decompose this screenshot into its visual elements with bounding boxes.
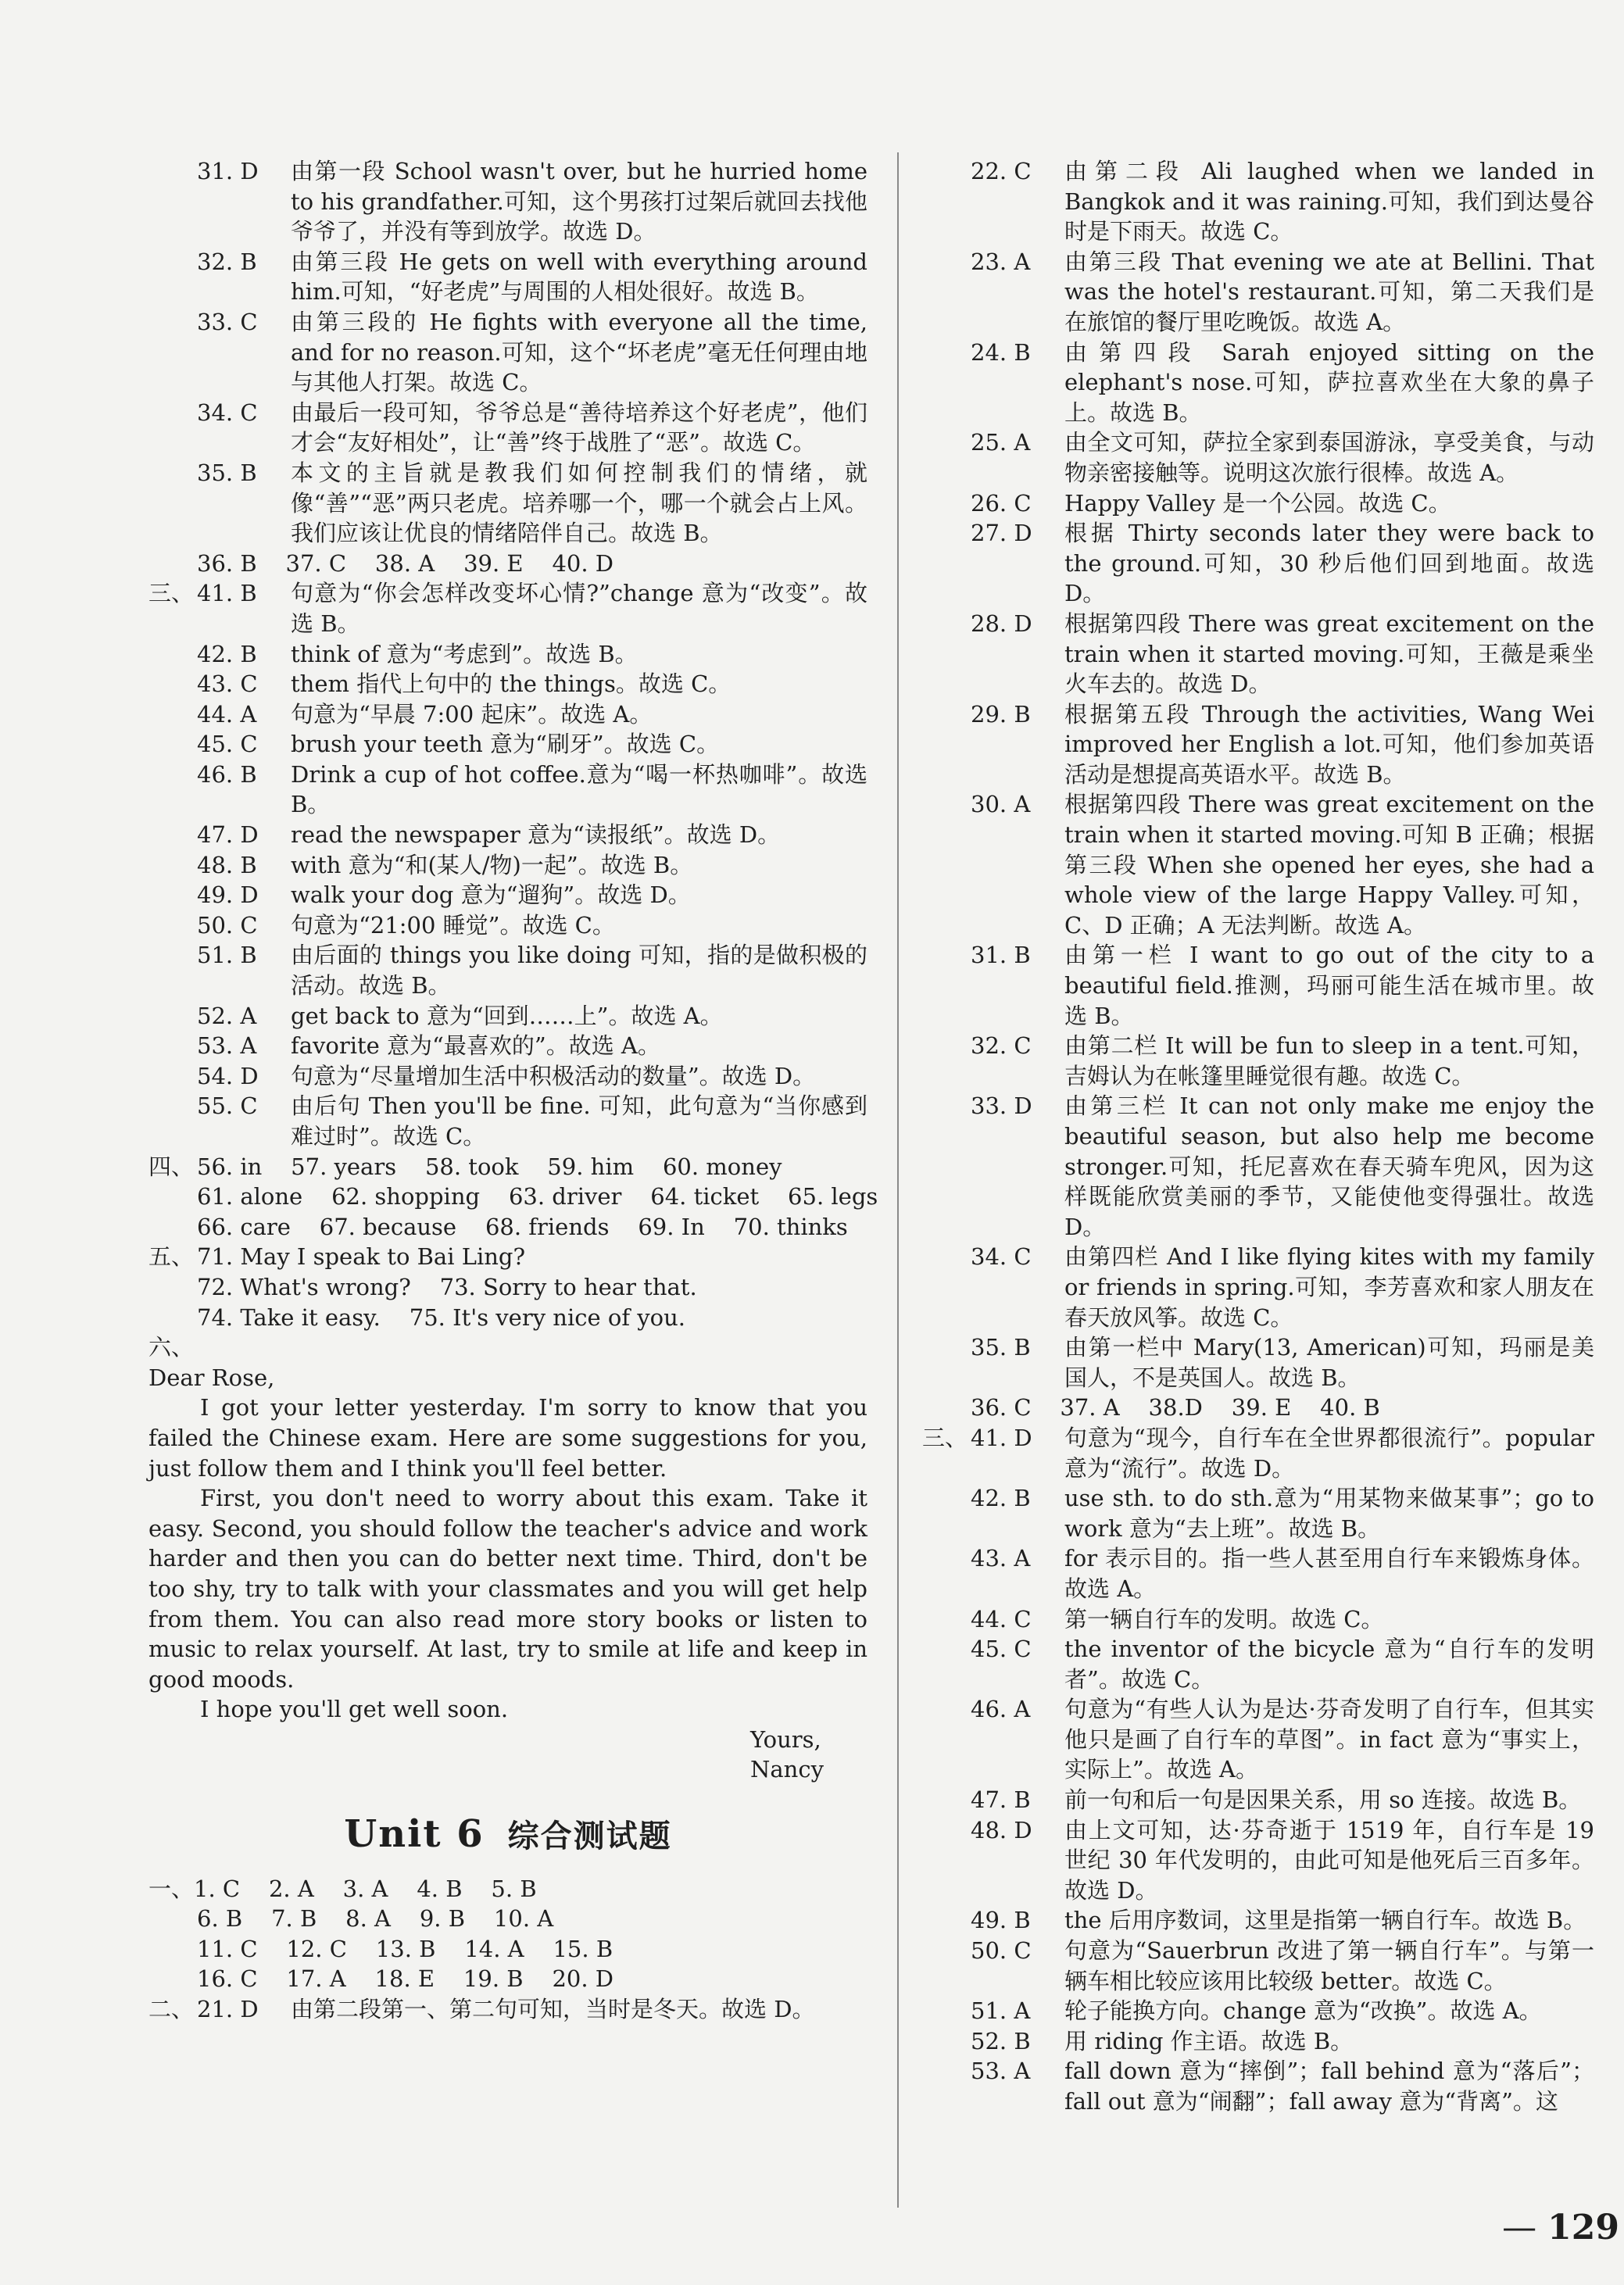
answer-explanation: 由第三栏 It can not only make me enjoy the beautiful season, but also help me become stronger.可知，托尼喜欢在春天骑车兜风，因为这样既能欣赏美丽的季节，又能使他变得强壮。故选 D。 <box>1064 1092 1594 1240</box>
section-label <box>922 1694 971 1785</box>
section-label <box>922 427 971 488</box>
answer-explanation: 由第一段 School wasn't over, but he hurried home to his grandfather.可知，这个男孩打过架后就回去找他爷爷了，并没有等到放学。故选 D。 <box>291 158 867 245</box>
answer-explanation: 由第二段第一、第二句可知，当时是冬天。故选 D。 <box>291 1996 815 2023</box>
answer-explanation: 句意为“21:00 睡觉”。故选 C。 <box>291 911 615 939</box>
answer-item <box>922 427 1594 488</box>
answer-explanation: them 指代上句中的 the things。故选 C。 <box>291 670 732 698</box>
answer-number: 43. C <box>197 670 258 698</box>
answer-explanation: 由第三段的 He fights with everyone all the time, and for no reason.可知，这个“坏老虎”毫无任何理由地与其他人打架。故选 C。 <box>291 308 867 396</box>
section-label <box>922 1785 971 1815</box>
section-label <box>922 518 971 609</box>
answer-item <box>922 1543 1594 1604</box>
answer-number: 34. C <box>197 399 258 426</box>
answer-item <box>922 2026 1594 2057</box>
answer-number: 47. B <box>971 1786 1031 1814</box>
answer-item <box>922 1031 1594 1091</box>
answer-item <box>922 2056 1594 2116</box>
section-label <box>148 850 197 881</box>
answer-explanation: walk your dog 意为“遛狗”。故选 D。 <box>291 881 691 909</box>
section-label <box>148 1001 197 1032</box>
answer-item <box>148 699 867 730</box>
unit-answers-row: 16. C 17. A 18. E 19. B 20. D <box>197 1965 614 1993</box>
answer-number: 48. D <box>971 1816 1032 1843</box>
answer-item <box>922 1936 1594 1996</box>
section-5-answer: 71. May I speak to Bai Ling? <box>197 1243 526 1271</box>
section-label <box>922 1332 971 1393</box>
section-label <box>922 1996 971 2026</box>
answer-number: 41. B <box>197 580 257 607</box>
answer-explanation: 根据第四段 There was great excitement on the train when it started moving.可知，王薇是乘坐火车去的。故选 D。 <box>1064 610 1594 698</box>
answer-number: 22. C <box>971 158 1032 184</box>
answer-item <box>148 940 867 1000</box>
section-label <box>148 910 197 941</box>
answer-item <box>148 156 867 247</box>
answer-explanation: 根据 Thirty seconds later they were back to the ground.可知，30 秒后他们回到地面。故选 D。 <box>1064 520 1594 607</box>
answer-item <box>922 488 1594 519</box>
answer-number: 43. A <box>971 1545 1031 1572</box>
answer-item <box>148 880 867 910</box>
section-label <box>922 247 971 338</box>
answer-number: 33. D <box>971 1092 1032 1120</box>
letter-paragraph: I got your letter yesterday. I'm sorry to know that you failed the Chinese exam. Here are some suggestions for you, just follow them and I think you'll feel better. <box>148 1394 867 1482</box>
answer-number: 48. B <box>197 851 257 878</box>
section-4-answers-row: 66. care 67. because 68. friends 69. In 70. thinks <box>197 1213 848 1240</box>
answer-explanation: 由第三段 He gets on well with everything around him.可知，“好老虎”与周围的人相处很好。故选 B。 <box>291 248 867 306</box>
section-label <box>148 820 197 850</box>
answer-explanation: 由第三段 That evening we ate at Bellini. That was the hotel's restaurant.可知，第二天我们是在旅馆的餐厅里吃晚饭。故选 A。 <box>1064 248 1594 335</box>
answer-item <box>922 518 1594 609</box>
answer-item <box>922 1785 1594 1815</box>
answer-explanation: 句意为“Sauerbrun 改进了第一辆自行车”。与第一辆车相比较应该用比较级 better。故选 C。 <box>1064 1937 1594 1994</box>
answer-item <box>922 1634 1594 1694</box>
section-label <box>148 940 197 1000</box>
answer-item <box>922 338 1594 428</box>
answer-explanation: 由第一栏 I want to go out of the city to a beautiful field.推测，玛丽可能生活在城市里。故选 B。 <box>1064 942 1594 1029</box>
section-label <box>922 789 971 940</box>
answer-explanation: 句意为“早晨 7:00 起床”。故选 A。 <box>291 700 653 728</box>
answer-item <box>148 1091 867 1151</box>
answer-number: 52. B <box>971 2027 1031 2054</box>
answer-item <box>922 247 1594 338</box>
answer-item <box>922 1242 1594 1332</box>
answer-item <box>148 1061 867 1092</box>
answer-item <box>922 609 1594 699</box>
answer-item <box>922 699 1594 790</box>
section-4-answers-row: 56. in 57. years 58. took 59. him 60. money <box>197 1153 782 1180</box>
answer-number: 55. C <box>197 1092 258 1120</box>
unit-subtitle: 综合测试题 <box>507 1818 672 1855</box>
answer-item <box>148 458 867 549</box>
answer-explanation: the 后用序数词，这里是指第一辆自行车。故选 B。 <box>1064 1907 1586 1934</box>
answer-explanation: 由第四栏 And I like flying kites with my family or friends in spring.可知，李芳喜欢和家人朋友在春天放风筝。故选 C。 <box>1064 1243 1594 1331</box>
answer-item <box>148 1001 867 1032</box>
answer-explanation: for 表示目的。指一些人甚至用自行车来锻炼身体。故选 A。 <box>1064 1545 1594 1602</box>
answer-number: 47. D <box>197 821 259 849</box>
column-divider <box>897 152 899 2208</box>
section-label <box>922 156 971 247</box>
answer-explanation: 由后面的 things you like doing 可知，指的是做积极的活动。故选 B。 <box>291 942 867 999</box>
answer-number: 25. A <box>971 429 1031 456</box>
answer-item <box>922 1815 1594 1906</box>
answer-number: 49. B <box>971 1907 1031 1934</box>
left-column <box>148 156 878 2025</box>
section-label <box>148 156 197 247</box>
answer-item <box>148 760 867 820</box>
answer-explanation: 句意为“你会怎样改变坏心情?”change 意为“改变”。故选 B。 <box>291 580 867 637</box>
answer-number: 41. D <box>971 1424 1032 1451</box>
answer-item <box>922 1604 1594 1635</box>
answer-number: 31. B <box>971 942 1031 969</box>
section-label <box>922 609 971 699</box>
section-label <box>922 699 971 790</box>
answer-number: 32. C <box>971 1032 1032 1060</box>
section-label <box>922 2026 971 2057</box>
answer-explanation: 句意为“现今，自行车在全世界都很流行”。popular 意为“流行”。故选 D。 <box>1064 1424 1594 1482</box>
section-label <box>148 880 197 910</box>
unit-title: Unit 6 <box>344 1812 485 1857</box>
answer-number: 51. A <box>971 1997 1031 2025</box>
answer-number: 35. B <box>971 1334 1031 1361</box>
answer-number: 26. C <box>971 489 1032 517</box>
answer-number: 42. B <box>971 1485 1031 1512</box>
answer-explanation: use sth. to do sth.意为“用某物来做某事”；go to work 意为“去上班”。故选 B。 <box>1064 1485 1594 1542</box>
answer-explanation: 由全文可知，萨拉全家到泰国游泳，享受美食，与动物亲密接触等。说明这次旅行很棒。故选 A。 <box>1064 429 1594 486</box>
section-label <box>922 1483 971 1543</box>
answer-number: 44. A <box>197 700 257 728</box>
section-label <box>922 1543 971 1604</box>
section-label <box>922 1905 971 1936</box>
answer-explanation: 本文的主旨就是教我们如何控制我们的情绪，就像“善”“恶”两只老虎。培养哪一个，哪一个就会占上风。我们应该让优良的情绪陪伴自己。故选 B。 <box>291 459 867 547</box>
answer-item <box>922 156 1594 247</box>
answer-item <box>148 1031 867 1061</box>
section-label <box>922 940 971 1031</box>
answer-number: 53. A <box>197 1032 257 1060</box>
answer-list-part-3 <box>922 1423 1594 2117</box>
unit-answers-row: 一、1. C 2. A 3. A 4. B 5. B <box>148 1875 537 1902</box>
answer-explanation: 句意为“尽量增加生活中积极活动的数量”。故选 D。 <box>291 1062 816 1089</box>
section-2-label: 二、 <box>148 1996 195 2023</box>
section-label <box>922 1242 971 1332</box>
answer-number: 44. C <box>971 1605 1032 1632</box>
unit-answers-row: 6. B 7. B 8. A 9. B 10. A <box>197 1905 554 1933</box>
answer-item <box>922 940 1594 1031</box>
section-label: 三、 <box>922 1424 968 1451</box>
answer-explanation: 根据第五段 Through the activities, Wang Wei improved her English a lot.可知，他们参加英语活动是想提高英语水平。故选 B。 <box>1064 700 1594 788</box>
answer-item <box>922 1423 1594 1483</box>
answer-explanation: 由后句 Then you'll be fine. 可知，此句意为“当你感到难过时”。故选 C。 <box>291 1092 867 1150</box>
answer-explanation: 前一句和后一句是因果关系，用 so 连接。故选 B。 <box>1064 1786 1582 1814</box>
answer-item <box>148 669 867 699</box>
section-label <box>922 1091 971 1242</box>
section-label <box>148 639 197 670</box>
answer-explanation: get back to 意为“回到……上”。故选 A。 <box>291 1002 723 1029</box>
section-5-answer: 74. Take it easy. 75. It's very nice of you. <box>197 1303 686 1331</box>
answer-list-part-1 <box>148 156 867 549</box>
answer-item <box>148 729 867 760</box>
answer-number: 51. B <box>197 942 257 969</box>
answer-item <box>148 578 867 638</box>
section-5-row <box>148 1242 867 1272</box>
answer-number: 27. D <box>971 520 1032 547</box>
answer-explanation: think of 意为“考虑到”。故选 B。 <box>291 640 638 667</box>
section-label <box>922 1815 971 1906</box>
answer-number: 29. B <box>971 700 1031 728</box>
answer-explanation: fall down 意为“摔倒”；fall behind 意为“落后”；fall out 意为“闹翻”；fall away 意为“背离”。这 <box>1064 2058 1594 2115</box>
section-label <box>922 488 971 519</box>
answer-item <box>922 1332 1594 1393</box>
answer-list-part-1 <box>922 156 1594 1393</box>
answer-row-36-40: 36. B 37. C 38. A 39. E 40. D <box>197 549 614 577</box>
answer-number: 46. B <box>197 760 257 788</box>
answer-number: 49. D <box>197 881 259 909</box>
section-label <box>922 2056 971 2116</box>
answer-explanation: 由上文可知，达·芬奇逝于 1519 年，自行车是 19 世纪 30 年代发明的，由此可知是他死后三百多年。故选 D。 <box>1064 1816 1594 1904</box>
section-4-label: 四、 <box>148 1153 195 1180</box>
answer-explanation: the inventor of the bicycle 意为“自行车的发明者”。故选 C。 <box>1064 1636 1594 1693</box>
answer-item <box>922 1996 1594 2026</box>
answer-number: 28. D <box>971 610 1032 637</box>
section-5-label: 五、 <box>148 1243 195 1271</box>
section-6-label: 六、 <box>148 1334 195 1361</box>
answer-item <box>922 1091 1594 1242</box>
letter-paragraph: First, you don't need to worry about this exam. Take it easy. Second, you should follow the teacher's advice and work harder and then you can do better next time. Third, don't be too shy, try to talk with your classmates and you will get help from them. You can also read more story books or listen to music to relax yourself. At last, try to smile at life and keep in good moods. <box>148 1485 867 1693</box>
letter-paragraph: I hope you'll get well soon. <box>200 1696 509 1723</box>
answer-number: 24. B <box>971 338 1031 366</box>
section-4-answers-row: 61. alone 62. shopping 63. driver 64. ticket 65. legs <box>197 1183 878 1210</box>
answer-item <box>922 1483 1594 1543</box>
answer-explanation: 根据第四段 There was great excitement on the train when it started moving.可知 B 正确；根据第三段 When she opened her eyes, she had a whole view of the large Happy Valley.可知，C、D 正确；A 无法判断。故选 A。 <box>1064 791 1594 939</box>
section-label <box>148 247 197 307</box>
answer-item <box>922 789 1594 940</box>
answer-explanation: read the newspaper 意为“读报纸”。故选 D。 <box>291 821 781 849</box>
answer-item <box>148 247 867 307</box>
answer-explanation: brush your teeth 意为“刷牙”。故选 C。 <box>291 731 720 758</box>
answer-item <box>148 850 867 881</box>
sample-letter <box>148 1363 867 1785</box>
answer-number: 52. A <box>197 1002 257 1029</box>
answer-number: 45. C <box>197 731 258 758</box>
section-label <box>922 1031 971 1091</box>
section-label <box>148 669 197 699</box>
answer-item <box>148 639 867 670</box>
letter-greeting: Dear Rose, <box>148 1364 275 1391</box>
answer-explanation: Happy Valley 是一个公园。故选 C。 <box>1064 489 1451 517</box>
unit-answers-row: 11. C 12. C 13. B 14. A 15. B <box>197 1935 613 1962</box>
answer-number: 46. A <box>971 1696 1031 1723</box>
answer-item <box>148 307 867 398</box>
answer-explanation: 由第四段 Sarah enjoyed sitting on the elephant's nose.可知，萨拉喜欢坐在大象的鼻子上。故选 B。 <box>1064 338 1594 426</box>
answer-item <box>922 1905 1594 1936</box>
answer-explanation: 由第二段 Ali laughed when we landed in Bangkok and it was raining.可知，我们到达曼谷时是下雨天。故选 C。 <box>1064 158 1594 245</box>
answer-explanation: 轮子能换方向。change 意为“改换”。故选 A。 <box>1064 1997 1542 2025</box>
right-column <box>922 156 1594 2117</box>
section-label <box>148 1091 197 1151</box>
answer-explanation: favorite 意为“最喜欢的”。故选 A。 <box>291 1032 660 1060</box>
unit-heading <box>148 1812 867 1857</box>
answer-explanation: 由第二栏 It will be fun to sleep in a tent.可知，吉姆认为在帐篷里睡觉很有趣。故选 C。 <box>1064 1032 1594 1089</box>
answer-number: 23. A <box>971 248 1031 275</box>
answer-item <box>148 1994 867 2025</box>
section-4-row <box>148 1152 867 1182</box>
answer-number: 54. D <box>197 1062 259 1089</box>
answer-number: 42. B <box>197 640 257 667</box>
answer-explanation: 句意为“有些人认为是达·芬奇发明了自行车，但其实他只是画了自行车的草图”。in fact 意为“事实上，实际上”。故选 A。 <box>1064 1696 1594 1783</box>
section-label <box>148 398 197 458</box>
page-number: — 129 <box>1502 2208 1619 2247</box>
answer-number: 50. C <box>971 1937 1032 1965</box>
answer-number: 50. C <box>197 911 258 939</box>
section-label <box>148 729 197 760</box>
answer-number: 30. A <box>971 791 1031 818</box>
section-5-answer: 72. What's wrong? 73. Sorry to hear that. <box>197 1273 697 1300</box>
section-label <box>148 760 197 820</box>
answer-explanation: 由最后一段可知，爷爷总是“善待培养这个好老虎”，他们才会“友好相处”，让“善”终于战胜了“恶”。故选 C。 <box>291 399 867 456</box>
answer-number: 21. D <box>197 1996 259 2023</box>
answer-number: 33. C <box>197 308 258 335</box>
answer-item <box>922 1694 1594 1785</box>
answer-row-36-40: 36. C 37. A 38.D 39. E 40. B <box>971 1394 1380 1421</box>
section-label <box>148 458 197 549</box>
section-label <box>922 1604 971 1635</box>
answer-item <box>148 910 867 941</box>
answer-explanation: with 意为“和(某人/物)一起”。故选 B。 <box>291 851 693 878</box>
answer-list-part-3 <box>148 578 867 1151</box>
answer-explanation: 由第一栏中 Mary(13, American)可知，玛丽是美国人，不是英国人。故选 B。 <box>1064 1334 1594 1391</box>
letter-closing: Yours, <box>750 1725 821 1753</box>
letter-signature: Nancy <box>750 1756 824 1783</box>
answer-number: 31. D <box>197 158 259 184</box>
answer-explanation: Drink a cup of hot coffee.意为“喝一杯热咖啡”。故选 B。 <box>291 760 868 818</box>
answer-explanation: 第一辆自行车的发明。故选 C。 <box>1064 1605 1384 1632</box>
section-label <box>922 1936 971 1996</box>
answer-explanation: 用 riding 作主语。故选 B。 <box>1064 2027 1354 2054</box>
answer-number: 32. B <box>197 248 257 275</box>
section-label <box>148 699 197 730</box>
section-label <box>148 307 197 398</box>
answer-item <box>148 820 867 850</box>
section-label: 三、 <box>148 580 195 607</box>
answer-number: 35. B <box>197 459 257 486</box>
section-label <box>922 338 971 428</box>
answer-number: 45. C <box>971 1636 1032 1663</box>
answer-number: 53. A <box>971 2058 1031 2085</box>
answer-item <box>148 398 867 458</box>
section-label <box>922 1634 971 1694</box>
section-label <box>148 1061 197 1092</box>
section-label <box>148 1031 197 1061</box>
answer-number: 34. C <box>971 1243 1032 1271</box>
